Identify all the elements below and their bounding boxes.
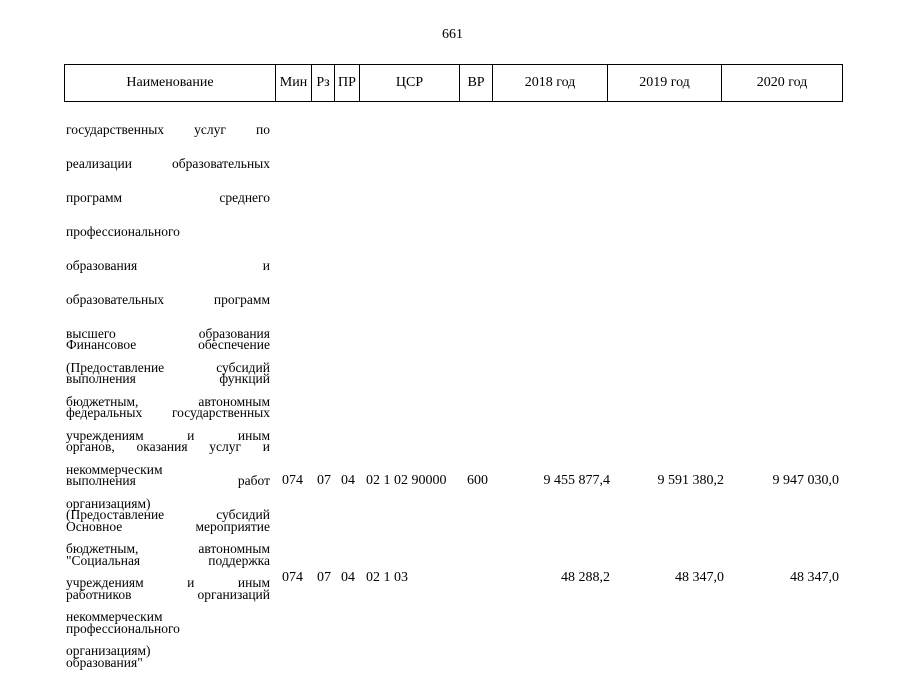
column-header-rz: Рз bbox=[312, 65, 335, 102]
cell-pr: 04 bbox=[341, 473, 355, 488]
cell-value-2018: 48 288,2 bbox=[561, 570, 610, 585]
row-name-line: Финансовое обеспечение bbox=[66, 337, 270, 352]
row-name-line: некоммерческим bbox=[66, 462, 163, 477]
cell-min: 074 bbox=[282, 570, 303, 585]
cell-rz: 07 bbox=[317, 473, 331, 488]
cell-value-2020: 48 347,0 bbox=[790, 570, 839, 585]
row-name-line: (Предоставление субсидий bbox=[66, 360, 270, 375]
cell-value-2019: 48 347,0 bbox=[675, 570, 724, 585]
row-name-line: (Предоставление субсидий bbox=[66, 507, 270, 522]
row-name-line: некоммерческим bbox=[66, 609, 163, 624]
row-name-line: организациям) bbox=[66, 496, 151, 511]
column-header-2018: 2018 год bbox=[493, 65, 608, 102]
cell-csr: 02 1 02 90000 bbox=[366, 473, 447, 488]
row-name-line: программ среднего bbox=[66, 190, 270, 205]
cell-vr: 600 bbox=[467, 473, 488, 488]
cell-rz: 07 bbox=[317, 570, 331, 585]
cell-value-2020: 9 947 030,0 bbox=[772, 473, 839, 488]
row-name-line: образования" bbox=[66, 655, 143, 670]
row-name-line: работников организаций bbox=[66, 587, 270, 602]
column-header-2020: 2020 год bbox=[722, 65, 843, 102]
column-header-2019: 2019 год bbox=[608, 65, 722, 102]
row-name-line: выполнения функций bbox=[66, 371, 270, 386]
row-name-line: образования и bbox=[66, 258, 270, 273]
row-name-line: реализации образовательных bbox=[66, 156, 270, 171]
row-name-line: бюджетным, автономным bbox=[66, 394, 270, 409]
row-name-line: "Социальная поддержка bbox=[66, 553, 270, 568]
row-name-line: профессионального bbox=[66, 621, 180, 636]
cell-min: 074 bbox=[282, 473, 303, 488]
row-name-line: учреждениям и иным bbox=[66, 428, 270, 443]
column-header-min: Мин bbox=[276, 65, 312, 102]
row-name-line: учреждениям и иным bbox=[66, 575, 270, 590]
column-header-pr: ПР bbox=[335, 65, 360, 102]
row-name-line: образовательных программ bbox=[66, 292, 270, 307]
row-name-line: федеральных государственных bbox=[66, 405, 270, 420]
cell-value-2019: 9 591 380,2 bbox=[657, 473, 724, 488]
row-name-line: государственных услуг по bbox=[66, 122, 270, 137]
row-name-line: организациям) bbox=[66, 643, 151, 658]
column-header-vr: ВР bbox=[460, 65, 493, 102]
row-name-line: профессионального bbox=[66, 224, 180, 239]
cell-csr: 02 1 03 bbox=[366, 570, 408, 585]
row-name-line: выполнения работ bbox=[66, 473, 270, 488]
row-name-line: высшего образования bbox=[66, 326, 270, 341]
row-name-social-support bbox=[66, 501, 270, 688]
row-name-line: бюджетным, автономным bbox=[66, 541, 270, 556]
page-number: 661 bbox=[442, 27, 463, 42]
cell-value-2018: 9 455 877,4 bbox=[543, 473, 610, 488]
column-header-name: Наименование bbox=[65, 65, 276, 102]
column-header-csr: ЦСР bbox=[360, 65, 460, 102]
row-name-line: Основное мероприятие bbox=[66, 519, 270, 534]
row-name-line: органов, оказания услуг и bbox=[66, 439, 270, 454]
table-header bbox=[64, 64, 843, 102]
cell-pr: 04 bbox=[341, 570, 355, 585]
